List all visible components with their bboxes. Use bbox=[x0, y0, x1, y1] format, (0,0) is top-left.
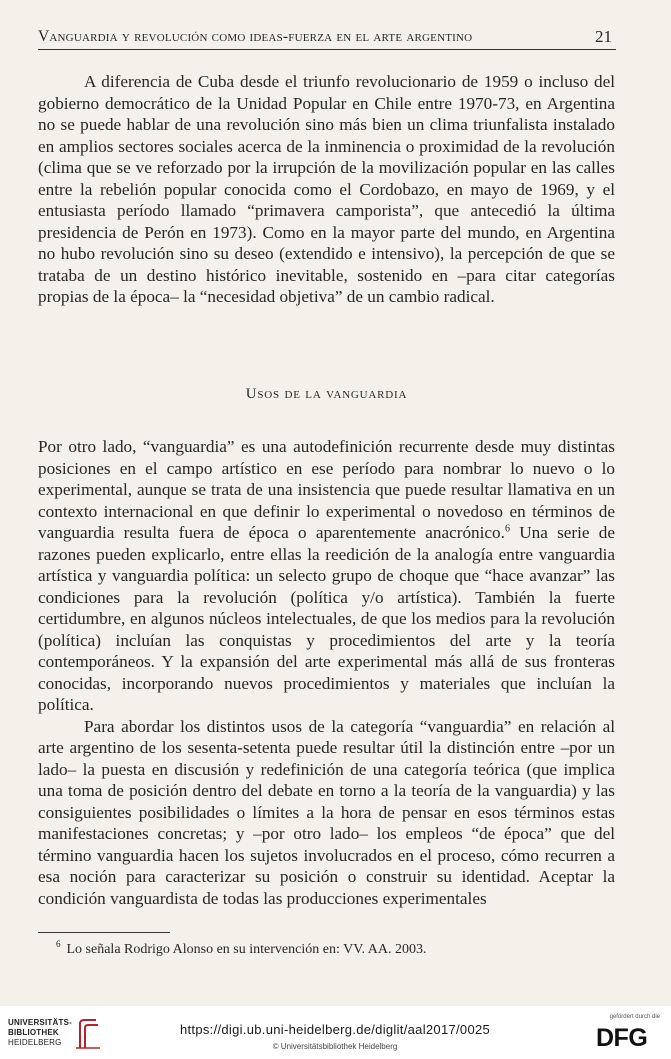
page-number: 21 bbox=[595, 27, 612, 46]
section-body bbox=[38, 436, 615, 909]
library-logo[interactable] bbox=[8, 1018, 128, 1054]
running-title: Vanguardia y revolución como ideas-fuerza en el arte argentino bbox=[38, 28, 473, 45]
paragraph-text: Por otro lado, “vanguardia” es una autodefinición recurrente desde muy distintas posiciones en el campo artístico en ese período para nombrar lo nuevo o lo experimental, aunque se trata de una insistencia que puede resultar llamativa en un contexto internacional en que definir lo experimental o novedoso en términos de vanguardia resulta fuera de época o aparentemente anacrónico. bbox=[38, 437, 615, 542]
dfg-wordmark: DFG bbox=[596, 1024, 648, 1052]
library-name: UNIVERSITÄTS- BIBLIOTHEK HEIDELBERG bbox=[8, 1018, 72, 1047]
copyright-notice: © Universitätsbibliothek Heidelberg bbox=[272, 1042, 398, 1051]
footnote-divider bbox=[38, 932, 170, 933]
paragraph-text-continued: Una serie de razones pueden explicarlo, entre ellas la reedición de la analogía entre vanguardia artística y vanguardia política: un selecto grupo de choque que “hace avanzar” las condiciones para la revolución (política y/o artística). También la fuerte certidumbre, en algunos núcleos intelectuales, de que los medios para la revolución (política) incluían las conquistas y procedimientos del arte y la teoría contemporáneos. Y la expansión del arte experimental más allá de sus fronteras conocidas, incorporando nuevos procedimientos y materiales que incluían la política. bbox=[38, 523, 615, 714]
section-paragraph-2: Para abordar los distintos usos de la categoría “vanguardia” en relación al arte argentino de los sesenta-setenta puede resultar útil la distinción entre –por un lado– la puesta en discusión y redefinición de una categoría teórica (que implica una toma de posición dentro del debate en torno a la teoría de la vanguardia) y las consiguientes posibilidades o límites a la hora de pensar en esos términos estas manifestaciones concretas; y –por otro lado– los empleos “de época” que del término vanguardia hacen los sujetos involucrados en el proceso, cómo recurren a esa noción para caracterizar su posición o construir su identidad. Aceptar la condición vanguardista de todas las producciones experimentales bbox=[38, 716, 615, 908]
dfg-logo[interactable] bbox=[588, 1014, 664, 1054]
library-emblem-icon bbox=[74, 1018, 102, 1050]
intro-paragraph-block bbox=[38, 71, 615, 308]
footnote-number: 6 bbox=[56, 939, 61, 950]
source-url-link[interactable]: https://digi.ub.uni-heidelberg.de/diglit/aal2017/0025 bbox=[179, 1022, 491, 1037]
section-heading: Usos de la vanguardia bbox=[245, 386, 408, 402]
section-paragraph-1 bbox=[38, 436, 615, 716]
digitization-footer bbox=[0, 1006, 671, 1059]
funded-by-label: gefördert durch die bbox=[609, 1014, 660, 1020]
running-header bbox=[38, 27, 616, 50]
footnote bbox=[56, 941, 616, 959]
intro-paragraph: A diferencia de Cuba desde el triunfo revolucionario de 1959 o incluso del gobierno democrático de la Unidad Popular en Chile entre 1970-73, en Argentina no se puede hablar de una revolución sino más bien un clima triunfalista instalado en amplios sectores sociales acerca de la inminencia o proximidad de la revolución (clima que se ve reforzado por la irrupción de la movilización popular en las calles entre la rebelión popular conocida como el Cordobazo, en mayo de 1969, y el entusiasta período llamado “primavera camporista”, que antecedió la última presidencia de Perón en 1973). Como en la mayor parte del mundo, en Argentina no hubo revolución sino su deseo (extendido e intensivo), la percepción de que se trataba de un destino histórico inevitable, sostenido en –para citar categorías propias de la época– la “necesidad objetiva” de un cambio radical. bbox=[38, 72, 615, 306]
footnote-text: Lo señala Rodrigo Alonso en su intervención en: VV. AA. 2003. bbox=[66, 942, 427, 957]
footnote-reference[interactable]: 6 bbox=[504, 523, 510, 535]
